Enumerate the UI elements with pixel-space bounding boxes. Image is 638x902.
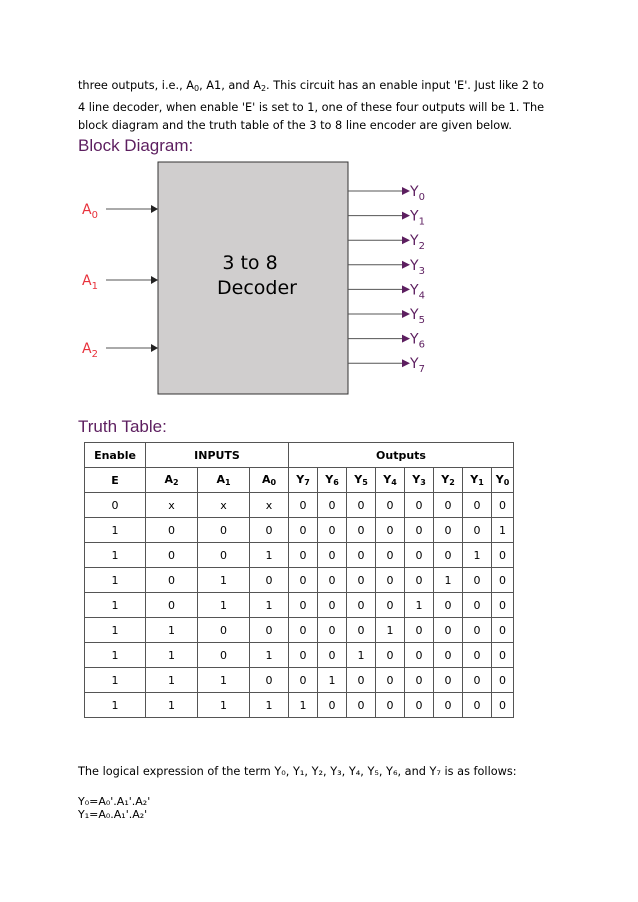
table-row bbox=[85, 668, 514, 693]
table-cell: 0 bbox=[347, 493, 376, 518]
table-row bbox=[85, 643, 514, 668]
table-cell: 0 bbox=[250, 618, 289, 643]
column-header-y7: $Y_7$ bbox=[289, 468, 318, 493]
table-cell: 1 bbox=[85, 593, 146, 618]
output-label-y7: $Y_7$ bbox=[410, 356, 425, 376]
table-cell: 0 bbox=[198, 618, 250, 643]
table-cell: 1 bbox=[463, 543, 492, 568]
table-cell: 0 bbox=[376, 643, 405, 668]
table-cell: 0 bbox=[318, 593, 347, 618]
decoder-label-line-1: 3 to 8 bbox=[222, 252, 278, 274]
table-cell: 0 bbox=[492, 618, 514, 643]
table-cell: 1 bbox=[347, 643, 376, 668]
table-cell: 1 bbox=[492, 518, 514, 543]
table-cell: 0 bbox=[492, 668, 514, 693]
output-lines bbox=[348, 184, 425, 375]
table-cell: 1 bbox=[146, 618, 198, 643]
table-cell: 0 bbox=[434, 643, 463, 668]
table-cell: 0 bbox=[492, 693, 514, 718]
table-cell: 0 bbox=[434, 543, 463, 568]
table-cell: 0 bbox=[289, 568, 318, 593]
table-cell: 1 bbox=[198, 568, 250, 593]
table-cell: 1 bbox=[85, 693, 146, 718]
output-label-y4: $Y_4$ bbox=[410, 282, 425, 302]
column-header-y3: $Y_3$ bbox=[405, 468, 434, 493]
table-cell: 1 bbox=[85, 518, 146, 543]
table-cell: 0 bbox=[347, 543, 376, 568]
table-row bbox=[85, 543, 514, 568]
table-cell: 0 bbox=[434, 593, 463, 618]
table-row bbox=[85, 493, 514, 518]
table-cell: 1 bbox=[250, 593, 289, 618]
column-header-y6: $Y_6$ bbox=[318, 468, 347, 493]
table-cell: 1 bbox=[85, 618, 146, 643]
table-cell: 0 bbox=[405, 693, 434, 718]
input-arrow-a2 bbox=[151, 344, 158, 352]
table-cell: 0 bbox=[250, 668, 289, 693]
table-cell: 0 bbox=[405, 668, 434, 693]
table-cell: 0 bbox=[347, 518, 376, 543]
paragraph-sub-0: 0 bbox=[194, 84, 200, 93]
group-header-outputs: Outputs bbox=[289, 443, 514, 468]
table-cell: 1 bbox=[250, 643, 289, 668]
output-arrow-y3 bbox=[402, 261, 410, 269]
table-cell: 0 bbox=[405, 618, 434, 643]
expression-intro: The logical expression of the term Y₀, Y₁, Y₂, Y₃, Y₄, Y₅, Y₆, and Y₇ is as follows: bbox=[78, 765, 517, 778]
output-label-y5: $Y_5$ bbox=[410, 307, 425, 326]
table-cell: 1 bbox=[198, 668, 250, 693]
table-cell: 0 bbox=[376, 543, 405, 568]
output-arrow-y6 bbox=[402, 335, 410, 343]
input-arrow-a0 bbox=[151, 205, 158, 213]
table-cell: 0 bbox=[463, 493, 492, 518]
paragraph-line-1 bbox=[78, 77, 568, 99]
table-cell: 0 bbox=[146, 593, 198, 618]
expression-y1: Y₁=A₀.A₁'.A₂' bbox=[78, 808, 148, 821]
decoder-label-line-2: Decoder bbox=[217, 277, 297, 299]
table-cell: 0 bbox=[318, 493, 347, 518]
table-row bbox=[85, 593, 514, 618]
table-row bbox=[85, 618, 514, 643]
table-cell: 0 bbox=[289, 518, 318, 543]
table-cell: 0 bbox=[146, 568, 198, 593]
table-row bbox=[85, 693, 514, 718]
table-cell: 0 bbox=[318, 568, 347, 593]
output-arrow-y2 bbox=[402, 236, 410, 244]
table-cell: 0 bbox=[318, 693, 347, 718]
input-label-a2: $A_2$ bbox=[82, 341, 98, 360]
table-cell: 0 bbox=[318, 643, 347, 668]
table-cell: 0 bbox=[289, 543, 318, 568]
table-cell: 0 bbox=[463, 668, 492, 693]
table-cell: 0 bbox=[405, 568, 434, 593]
output-label-y2: $Y_2$ bbox=[410, 233, 425, 253]
truth-table-heading: Truth Table: bbox=[78, 417, 167, 436]
table-cell: 0 bbox=[146, 518, 198, 543]
table-group-header-row bbox=[85, 443, 514, 468]
input-label-a0: $A_0$ bbox=[82, 202, 98, 221]
table-cell: 0 bbox=[463, 568, 492, 593]
table-cell: 0 bbox=[376, 693, 405, 718]
column-header-e: E bbox=[85, 468, 146, 493]
table-cell: 0 bbox=[289, 493, 318, 518]
output-label-y1: $Y_1$ bbox=[410, 208, 425, 228]
table-cell: 0 bbox=[434, 668, 463, 693]
table-cell: 0 bbox=[250, 568, 289, 593]
table-cell: 0 bbox=[463, 618, 492, 643]
paragraph-sub-2: 2 bbox=[260, 84, 267, 93]
table-cell: 0 bbox=[434, 493, 463, 518]
paragraph-line-1-b: , A1, and A bbox=[199, 79, 261, 92]
table-cell: 0 bbox=[405, 543, 434, 568]
table-cell: 0 bbox=[492, 543, 514, 568]
table-cell: 0 bbox=[434, 693, 463, 718]
table-cell: 0 bbox=[198, 643, 250, 668]
block-diagram bbox=[70, 158, 450, 398]
table-cell: 0 bbox=[347, 593, 376, 618]
table-cell: 0 bbox=[318, 618, 347, 643]
table-cell: 0 bbox=[85, 493, 146, 518]
output-arrow-y7 bbox=[402, 359, 410, 367]
table-cell: 1 bbox=[405, 593, 434, 618]
block-diagram-heading: Block Diagram: bbox=[78, 136, 194, 155]
table-cell: 1 bbox=[146, 668, 198, 693]
table-cell: 1 bbox=[85, 568, 146, 593]
column-header-y1: $Y_1$ bbox=[463, 468, 492, 493]
table-cell: 0 bbox=[463, 593, 492, 618]
paragraph-line-1-a: three outputs, i.e., A bbox=[78, 79, 194, 92]
table-cell: 0 bbox=[492, 643, 514, 668]
table-cell: 0 bbox=[198, 543, 250, 568]
table-cell: 1 bbox=[85, 543, 146, 568]
table-cell: 1 bbox=[198, 593, 250, 618]
table-cell: 0 bbox=[434, 618, 463, 643]
table-cell: 0 bbox=[463, 693, 492, 718]
table-cell: 0 bbox=[492, 568, 514, 593]
expression-y0: Y₀=A₀'.A₁'.A₂' bbox=[78, 795, 151, 808]
table-cell: 1 bbox=[376, 618, 405, 643]
table-cell: 0 bbox=[289, 618, 318, 643]
paragraph-line-3: block diagram and the truth table of the 3 to 8 line encoder are given below. bbox=[78, 119, 512, 132]
table-cell: 0 bbox=[347, 668, 376, 693]
output-label-y3: $Y_3$ bbox=[410, 257, 425, 277]
table-cell: 1 bbox=[289, 693, 318, 718]
column-header-y0: $Y_0$ bbox=[492, 468, 514, 493]
table-cell: 0 bbox=[289, 643, 318, 668]
table-cell: 0 bbox=[463, 643, 492, 668]
table-cell: 0 bbox=[376, 568, 405, 593]
table-cell: 0 bbox=[405, 643, 434, 668]
column-header-y4: $Y_4$ bbox=[376, 468, 405, 493]
table-cell: x bbox=[146, 493, 198, 518]
table-cell: 0 bbox=[463, 518, 492, 543]
column-header-a2: $A_2$ bbox=[146, 468, 198, 493]
table-cell: 0 bbox=[347, 568, 376, 593]
input-lines bbox=[82, 202, 158, 360]
table-cell: 0 bbox=[198, 518, 250, 543]
paragraph-line-2: 4 line decoder, when enable 'E' is set to 1, one of these four outputs will be 1. The bbox=[78, 100, 545, 114]
column-header-y5: $Y_5$ bbox=[347, 468, 376, 493]
column-header-y2: $Y_2$ bbox=[434, 468, 463, 493]
table-cell: 0 bbox=[318, 518, 347, 543]
table-column-header-row bbox=[85, 468, 514, 493]
table-cell: 0 bbox=[405, 518, 434, 543]
output-arrow-y5 bbox=[402, 310, 410, 318]
table-cell: x bbox=[250, 493, 289, 518]
table-row bbox=[85, 518, 514, 543]
table-cell: 0 bbox=[289, 593, 318, 618]
table-cell: x bbox=[198, 493, 250, 518]
intro-paragraph bbox=[78, 77, 568, 136]
table-row bbox=[85, 568, 514, 593]
table-cell: 0 bbox=[289, 668, 318, 693]
table-cell: 0 bbox=[405, 493, 434, 518]
table-cell: 0 bbox=[376, 593, 405, 618]
column-header-a1: $A_1$ bbox=[198, 468, 250, 493]
table-cell: 1 bbox=[250, 543, 289, 568]
table-cell: 0 bbox=[347, 618, 376, 643]
output-arrow-y0 bbox=[402, 187, 410, 195]
table-cell: 0 bbox=[376, 518, 405, 543]
output-arrow-y4 bbox=[402, 285, 410, 293]
output-label-y6: $Y_6$ bbox=[410, 331, 425, 351]
table-cell: 0 bbox=[318, 543, 347, 568]
paragraph-line-1-c: . This circuit has an enable input 'E'. Just like 2 to bbox=[266, 79, 544, 92]
table-cell: 1 bbox=[198, 693, 250, 718]
table-cell: 1 bbox=[85, 643, 146, 668]
column-header-a0: $A_0$ bbox=[250, 468, 289, 493]
table-cell: 0 bbox=[146, 543, 198, 568]
table-cell: 1 bbox=[85, 668, 146, 693]
table-cell: 0 bbox=[376, 668, 405, 693]
table-cell: 0 bbox=[492, 493, 514, 518]
table-cell: 0 bbox=[376, 493, 405, 518]
input-label-a1: $A_1$ bbox=[82, 273, 98, 292]
table-cell: 0 bbox=[492, 593, 514, 618]
output-arrow-y1 bbox=[402, 212, 410, 220]
input-arrow-a1 bbox=[151, 276, 158, 284]
table-cell: 1 bbox=[250, 693, 289, 718]
table-cell: 1 bbox=[146, 643, 198, 668]
table-cell: 0 bbox=[347, 693, 376, 718]
output-label-y0: $Y_0$ bbox=[410, 184, 425, 203]
table-cell: 1 bbox=[318, 668, 347, 693]
table-cell: 0 bbox=[250, 518, 289, 543]
group-header-inputs: INPUTS bbox=[146, 443, 289, 468]
table-cell: 0 bbox=[434, 518, 463, 543]
table-cell: 1 bbox=[146, 693, 198, 718]
truth-table bbox=[84, 442, 514, 718]
group-header-enable: Enable bbox=[85, 443, 146, 468]
table-cell: 1 bbox=[434, 568, 463, 593]
